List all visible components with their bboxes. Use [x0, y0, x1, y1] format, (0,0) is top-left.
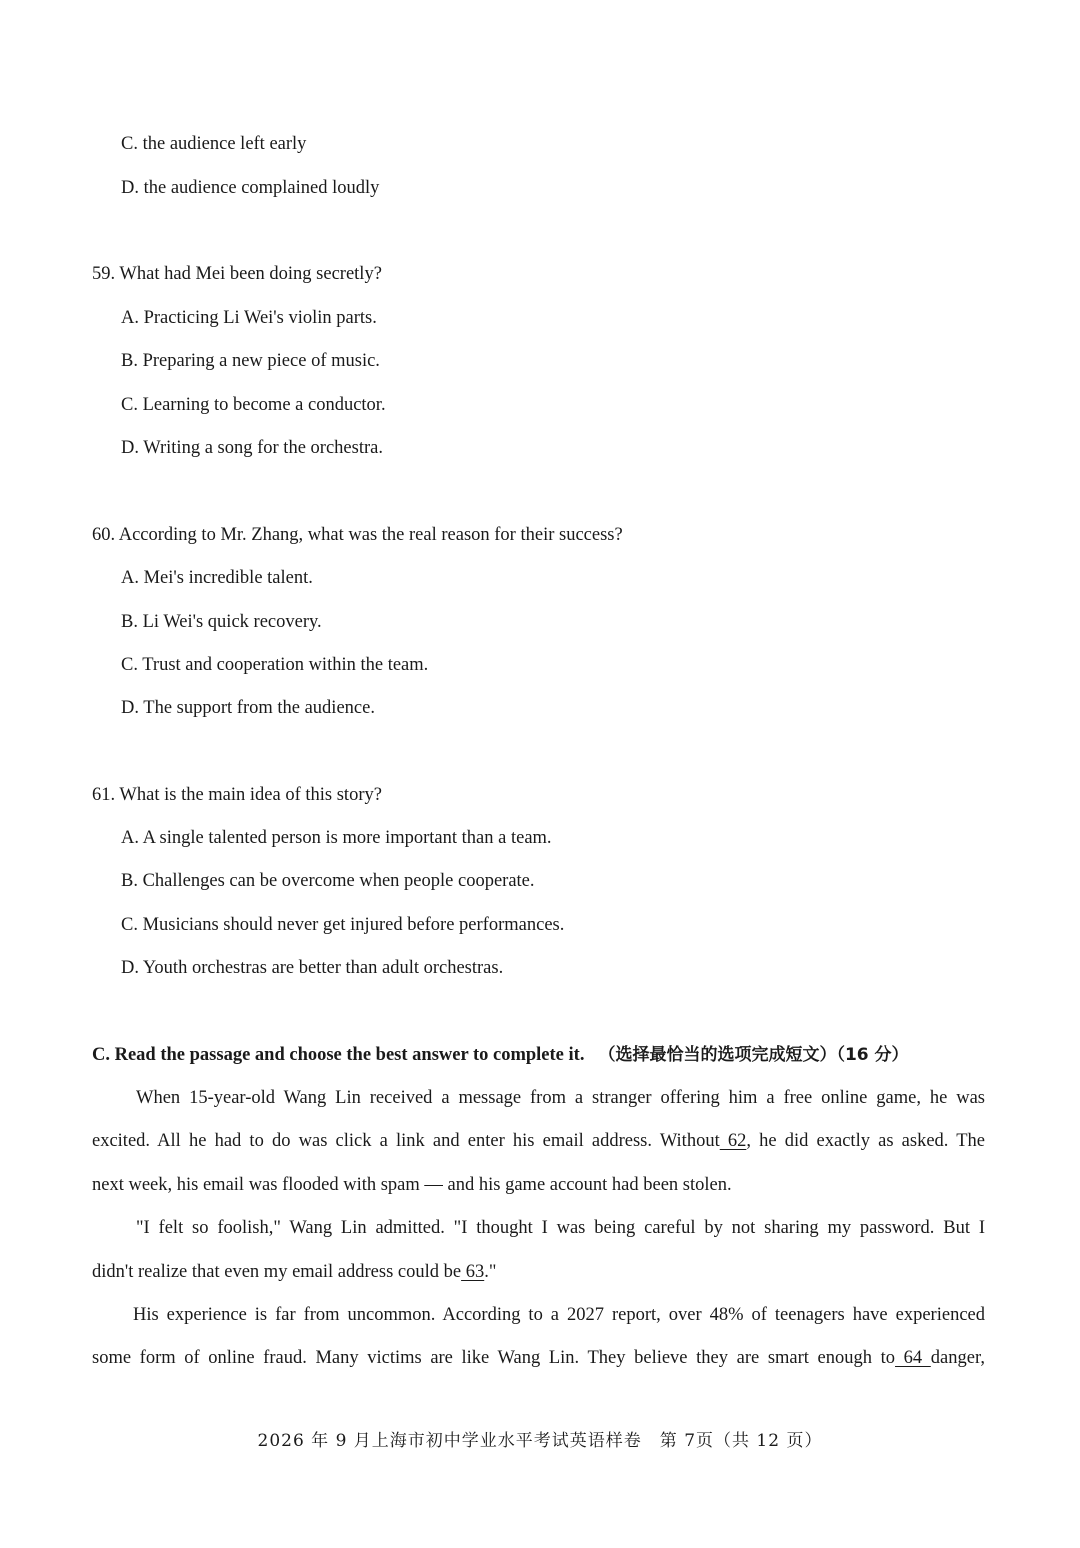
- passage-line-1: When 15-year-old Wang Lin received a message from a stranger offering him a free online game, he was: [136, 1088, 985, 1108]
- q60-stem: 60. According to Mr. Zhang, what was the real reason for their success?: [92, 525, 623, 545]
- q59-stem: 59. What had Mei been doing secretly?: [92, 264, 382, 284]
- page-footer: 2026 年 9 月上海市初中学业水平考试英语样卷 第 7页（共 12 页）: [257, 1431, 823, 1451]
- q61-option-b: B. Challenges can be overcome when people cooperate.: [121, 871, 535, 891]
- section-c-heading: [92, 1046, 909, 1065]
- q59-option-b: B. Preparing a new piece of music.: [121, 351, 380, 371]
- q60-option-d: D. The support from the audience.: [121, 698, 375, 718]
- passage-text: danger,: [930, 1348, 985, 1368]
- passage-text: .": [484, 1262, 497, 1282]
- q59-option-a: A. Practicing Li Wei's violin parts.: [121, 308, 377, 328]
- section-c-title: C. Read the passage and choose the best answer to complete it.: [92, 1045, 585, 1065]
- passage-line-2: [92, 1132, 985, 1151]
- q61-option-a: A. A single talented person is more important than a team.: [121, 828, 552, 848]
- passage-line-7: [92, 1349, 985, 1368]
- blank-64: 64: [895, 1348, 931, 1368]
- section-c-instruction: （选择最恰当的选项完成短文）（16 分）: [598, 1045, 909, 1065]
- q61-stem: 61. What is the main idea of this story?: [92, 785, 382, 805]
- q61-option-d: D. Youth orchestras are better than adult orchestras.: [121, 958, 504, 978]
- passage-text: didn't realize that even my email address could be: [92, 1262, 462, 1282]
- passage-line-4: "I felt so foolish," Wang Lin admitted. "I thought I was being careful by not sharing my password. But I: [136, 1218, 985, 1238]
- q59-option-c: C. Learning to become a conductor.: [121, 395, 386, 415]
- blank-63: 63: [461, 1262, 485, 1282]
- q61-option-c: C. Musicians should never get injured before performances.: [121, 915, 565, 935]
- q60-option-b: B. Li Wei's quick recovery.: [121, 612, 322, 632]
- passage-text: excited. All he had to do was click a link and enter his email address. Without: [92, 1131, 720, 1151]
- passage-line-6: His experience is far from uncommon. According to a 2027 report, over 48% of teenagers have experienced: [133, 1305, 985, 1325]
- q58-option-c: C. the audience left early: [121, 134, 307, 154]
- passage-text: some form of online fraud. Many victims are like Wang Lin. They believe they are smart enough to: [92, 1348, 896, 1368]
- blank-62: 62: [719, 1131, 747, 1151]
- q60-option-c: C. Trust and cooperation within the team.: [121, 655, 429, 675]
- q58-option-d: D. the audience complained loudly: [121, 178, 380, 198]
- passage-line-5: [92, 1263, 496, 1282]
- passage-text: , he did exactly as asked. The: [746, 1131, 985, 1151]
- q60-option-a: A. Mei's incredible talent.: [121, 568, 313, 588]
- q59-option-d: D. Writing a song for the orchestra.: [121, 438, 383, 458]
- passage-line-3: next week, his email was flooded with spam — and his game account had been stolen.: [92, 1175, 732, 1195]
